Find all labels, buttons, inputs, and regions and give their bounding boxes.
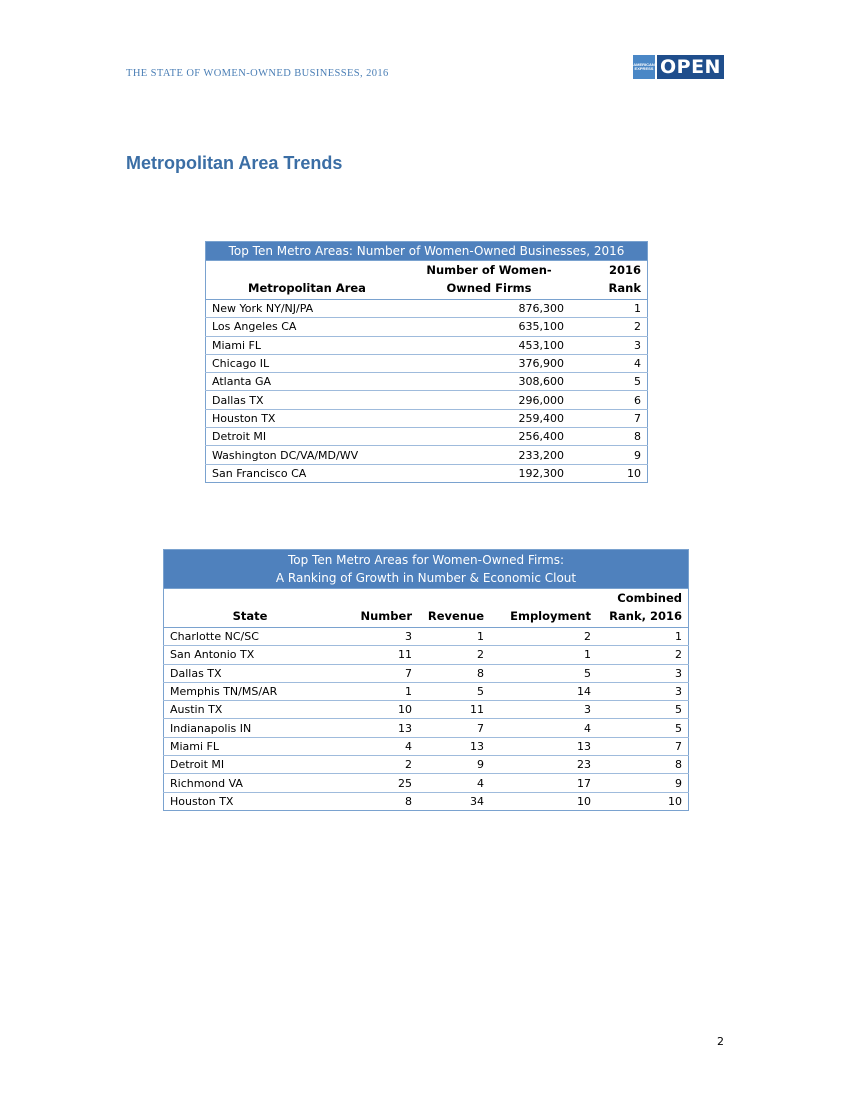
rank-cell: 7 — [570, 409, 648, 427]
combined-rank-cell: 8 — [597, 756, 689, 774]
table-row — [164, 682, 689, 700]
metro-area-cell: San Francisco CA — [212, 466, 307, 480]
employment-cell: 1 — [490, 646, 597, 664]
metro-area-cell: Miami FL — [206, 336, 409, 354]
firms-count-cell: 192,300 — [518, 466, 564, 480]
revenue-cell: 34 — [470, 794, 484, 808]
employment-cell: 10 — [577, 794, 591, 808]
revenue-cell: 13 — [418, 737, 490, 755]
revenue-cell: 7 — [418, 719, 490, 737]
table2-title — [163, 549, 689, 588]
running-header: THE STATE OF WOMEN-OWNED BUSINESSES, 2016 — [126, 68, 389, 79]
state-cell: San Antonio TX — [164, 646, 337, 664]
amex-logo-line-1: AMERICAN — [633, 61, 655, 67]
metro-area-cell: Chicago IL — [206, 354, 409, 372]
revenue-cell: 9 — [418, 756, 490, 774]
metro-area-cell: Detroit MI — [206, 428, 409, 446]
table2-header-employment: Employment — [490, 589, 597, 628]
rank-cell: 2 — [570, 318, 648, 336]
table-row — [206, 446, 648, 464]
table-row — [206, 300, 648, 318]
rank-cell: 8 — [570, 428, 648, 446]
firms-count-cell: 876,300 — [408, 300, 570, 318]
table1-header-firms-line1: Number of Women- — [426, 263, 552, 277]
table-row — [164, 701, 689, 719]
metro-area-cell: New York NY/NJ/PA — [206, 300, 409, 318]
state-cell: Charlotte NC/SC — [164, 628, 337, 646]
table2-header-combined-rank-line1: Combined — [617, 591, 682, 605]
amex-logo-line-2: EXPRESS — [634, 66, 654, 71]
table-row — [206, 336, 648, 354]
number-cell: 8 — [405, 794, 412, 808]
revenue-cell: 2 — [418, 646, 490, 664]
revenue-cell: 8 — [418, 664, 490, 682]
table1-header-firms — [408, 261, 570, 300]
combined-rank-cell: 2 — [597, 646, 689, 664]
number-cell: 10 — [336, 701, 418, 719]
state-cell: Dallas TX — [164, 664, 337, 682]
number-cell: 7 — [336, 664, 418, 682]
table-row — [206, 409, 648, 427]
revenue-cell: 11 — [418, 701, 490, 719]
metro-area-cell: Atlanta GA — [206, 373, 409, 391]
employment-cell: 13 — [490, 737, 597, 755]
employment-cell: 4 — [490, 719, 597, 737]
firms-count-cell: 376,900 — [408, 354, 570, 372]
table2-title-line1: Top Ten Metro Areas for Women-Owned Firms: — [287, 553, 565, 567]
combined-rank-cell: 5 — [597, 701, 689, 719]
state-cell: Austin TX — [164, 701, 337, 719]
metro-areas-growth-table — [163, 549, 689, 811]
combined-rank-cell: 9 — [597, 774, 689, 792]
table2-header-combined-rank — [597, 589, 689, 628]
table-row — [206, 464, 648, 482]
employment-cell: 17 — [490, 774, 597, 792]
rank-cell: 9 — [570, 446, 648, 464]
table-row — [206, 391, 648, 409]
state-cell: Memphis TN/MS/AR — [164, 682, 337, 700]
revenue-cell: 5 — [418, 682, 490, 700]
firms-count-cell: 259,400 — [408, 409, 570, 427]
firms-count-cell: 635,100 — [408, 318, 570, 336]
state-cell: Detroit MI — [164, 756, 337, 774]
combined-rank-cell: 1 — [597, 628, 689, 646]
number-cell: 11 — [336, 646, 418, 664]
rank-cell: 6 — [570, 391, 648, 409]
table-row — [206, 428, 648, 446]
state-cell: Indianapolis IN — [164, 719, 337, 737]
table-row — [164, 646, 689, 664]
state-cell: Houston TX — [170, 794, 234, 808]
rank-cell: 1 — [570, 300, 648, 318]
metro-area-cell: Los Angeles CA — [206, 318, 409, 336]
open-logo-text: OPEN — [657, 55, 724, 79]
american-express-open-logo — [633, 55, 724, 79]
table-row — [164, 737, 689, 755]
employment-cell: 14 — [490, 682, 597, 700]
table1-header-metro-area: Metropolitan Area — [206, 261, 409, 300]
rank-cell: 10 — [627, 466, 641, 480]
number-cell: 1 — [336, 682, 418, 700]
table2-header-row — [164, 589, 689, 628]
state-cell: Miami FL — [164, 737, 337, 755]
rank-cell: 5 — [570, 373, 648, 391]
metro-area-cell: Washington DC/VA/MD/WV — [206, 446, 409, 464]
firms-count-cell: 233,200 — [408, 446, 570, 464]
table1-title: Top Ten Metro Areas: Number of Women-Owned Businesses, 2016 — [205, 241, 648, 260]
table1-header-rank: 2016 Rank — [570, 261, 648, 300]
combined-rank-cell: 7 — [597, 737, 689, 755]
employment-cell: 5 — [490, 664, 597, 682]
table2-title-line2: A Ranking of Growth in Number & Economic Clout — [275, 571, 577, 585]
number-cell: 13 — [336, 719, 418, 737]
rank-cell: 3 — [570, 336, 648, 354]
table-row — [164, 792, 689, 810]
employment-cell: 23 — [490, 756, 597, 774]
number-cell: 3 — [336, 628, 418, 646]
firms-count-cell: 308,600 — [408, 373, 570, 391]
table-row — [206, 373, 648, 391]
firms-count-cell: 453,100 — [408, 336, 570, 354]
revenue-cell: 1 — [418, 628, 490, 646]
revenue-cell: 4 — [418, 774, 490, 792]
table2-header-state: State — [164, 589, 337, 628]
number-cell: 4 — [336, 737, 418, 755]
amex-logo-box — [633, 55, 655, 79]
table2-header-combined-rank-line2: Rank, 2016 — [609, 609, 682, 623]
employment-cell: 2 — [490, 628, 597, 646]
metro-areas-count-table — [205, 241, 648, 483]
employment-cell: 3 — [490, 701, 597, 719]
firms-count-cell: 296,000 — [408, 391, 570, 409]
table-row — [164, 628, 689, 646]
combined-rank-cell: 3 — [597, 664, 689, 682]
combined-rank-cell: 3 — [597, 682, 689, 700]
table-row — [164, 774, 689, 792]
table-row — [164, 664, 689, 682]
table2-header-revenue: Revenue — [418, 589, 490, 628]
firms-count-cell: 256,400 — [408, 428, 570, 446]
number-cell: 2 — [336, 756, 418, 774]
rank-cell: 4 — [570, 354, 648, 372]
table2-header-number: Number — [336, 589, 418, 628]
page-title: Metropolitan Area Trends — [126, 153, 343, 173]
table1-header-firms-line2: Owned Firms — [446, 281, 532, 295]
combined-rank-cell: 5 — [597, 719, 689, 737]
table-row — [164, 756, 689, 774]
table-row — [164, 719, 689, 737]
metro-area-cell: Houston TX — [206, 409, 409, 427]
combined-rank-cell: 10 — [668, 794, 682, 808]
table-row — [206, 354, 648, 372]
page-number: 2 — [717, 1035, 724, 1048]
state-cell: Richmond VA — [164, 774, 337, 792]
table-row — [206, 318, 648, 336]
metro-area-cell: Dallas TX — [206, 391, 409, 409]
number-cell: 25 — [336, 774, 418, 792]
table1-header-row — [206, 261, 648, 300]
